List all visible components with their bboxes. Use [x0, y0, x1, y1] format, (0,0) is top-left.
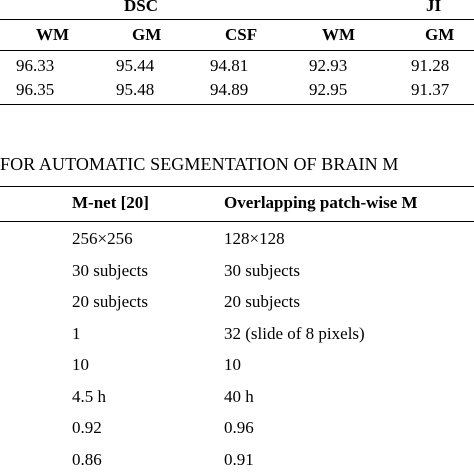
- table1-cell: 91.37: [411, 80, 450, 99]
- table1-col-gm: GM: [132, 25, 162, 44]
- table1-cell: 95.44: [116, 56, 155, 75]
- table2-cell: 20 subjects: [224, 292, 301, 311]
- table1-col-csf: CSF: [225, 25, 258, 44]
- table2-cell: 4.5 h: [72, 387, 106, 406]
- table2-cell: 10: [72, 355, 89, 374]
- table2-col-overlapping: Overlapping patch-wise M: [224, 193, 418, 212]
- table2-cell: 30 subjects: [72, 261, 149, 280]
- table2-caption: FOR AUTOMATIC SEGMENTATION OF BRAIN M: [0, 154, 399, 174]
- table1-cell: 95.48: [116, 80, 155, 99]
- table2-cell: 10: [224, 355, 241, 374]
- table1-cell: 96.35: [16, 80, 55, 99]
- table1-bottom-rule: [0, 104, 474, 105]
- table1-group-header-ji: JI: [426, 0, 442, 15]
- table1-cell: 96.33: [16, 56, 55, 75]
- table2-cell: 0.91: [224, 450, 254, 469]
- table2-top-rule: [0, 186, 474, 187]
- table1-group-header-dsc: DSC: [124, 0, 159, 15]
- table2-cell: 0.92: [72, 418, 102, 437]
- table2-cell: 40 h: [224, 387, 254, 406]
- table1-col-wm-2: WM: [322, 25, 356, 44]
- table1-cell: 94.89: [210, 80, 249, 99]
- table2-cell: 256×256: [72, 229, 133, 248]
- table2-cell: 20 subjects: [72, 292, 149, 311]
- table2-cell: 32 (slide of 8 pixels): [224, 324, 365, 343]
- table1-cell: 91.28: [411, 56, 450, 75]
- table1-group-rule: [0, 19, 474, 20]
- table2-cell: 0.96: [224, 418, 254, 437]
- table1-cell: 92.93: [309, 56, 348, 75]
- table1-cell: 92.95: [309, 80, 348, 99]
- table2-cell: 1: [72, 324, 81, 343]
- table1-header-rule: [0, 50, 474, 51]
- table2-cell: 30 subjects: [224, 261, 301, 280]
- table1-col-gm-2: GM: [425, 25, 455, 44]
- table1-col-wm: WM: [36, 25, 70, 44]
- table2-cell: 128×128: [224, 229, 285, 248]
- table2-cell: 0.86: [72, 450, 102, 469]
- table2-col-mnet: M-net [20]: [72, 193, 149, 212]
- table2-header-rule: [0, 221, 474, 222]
- table1-cell: 94.81: [210, 56, 249, 75]
